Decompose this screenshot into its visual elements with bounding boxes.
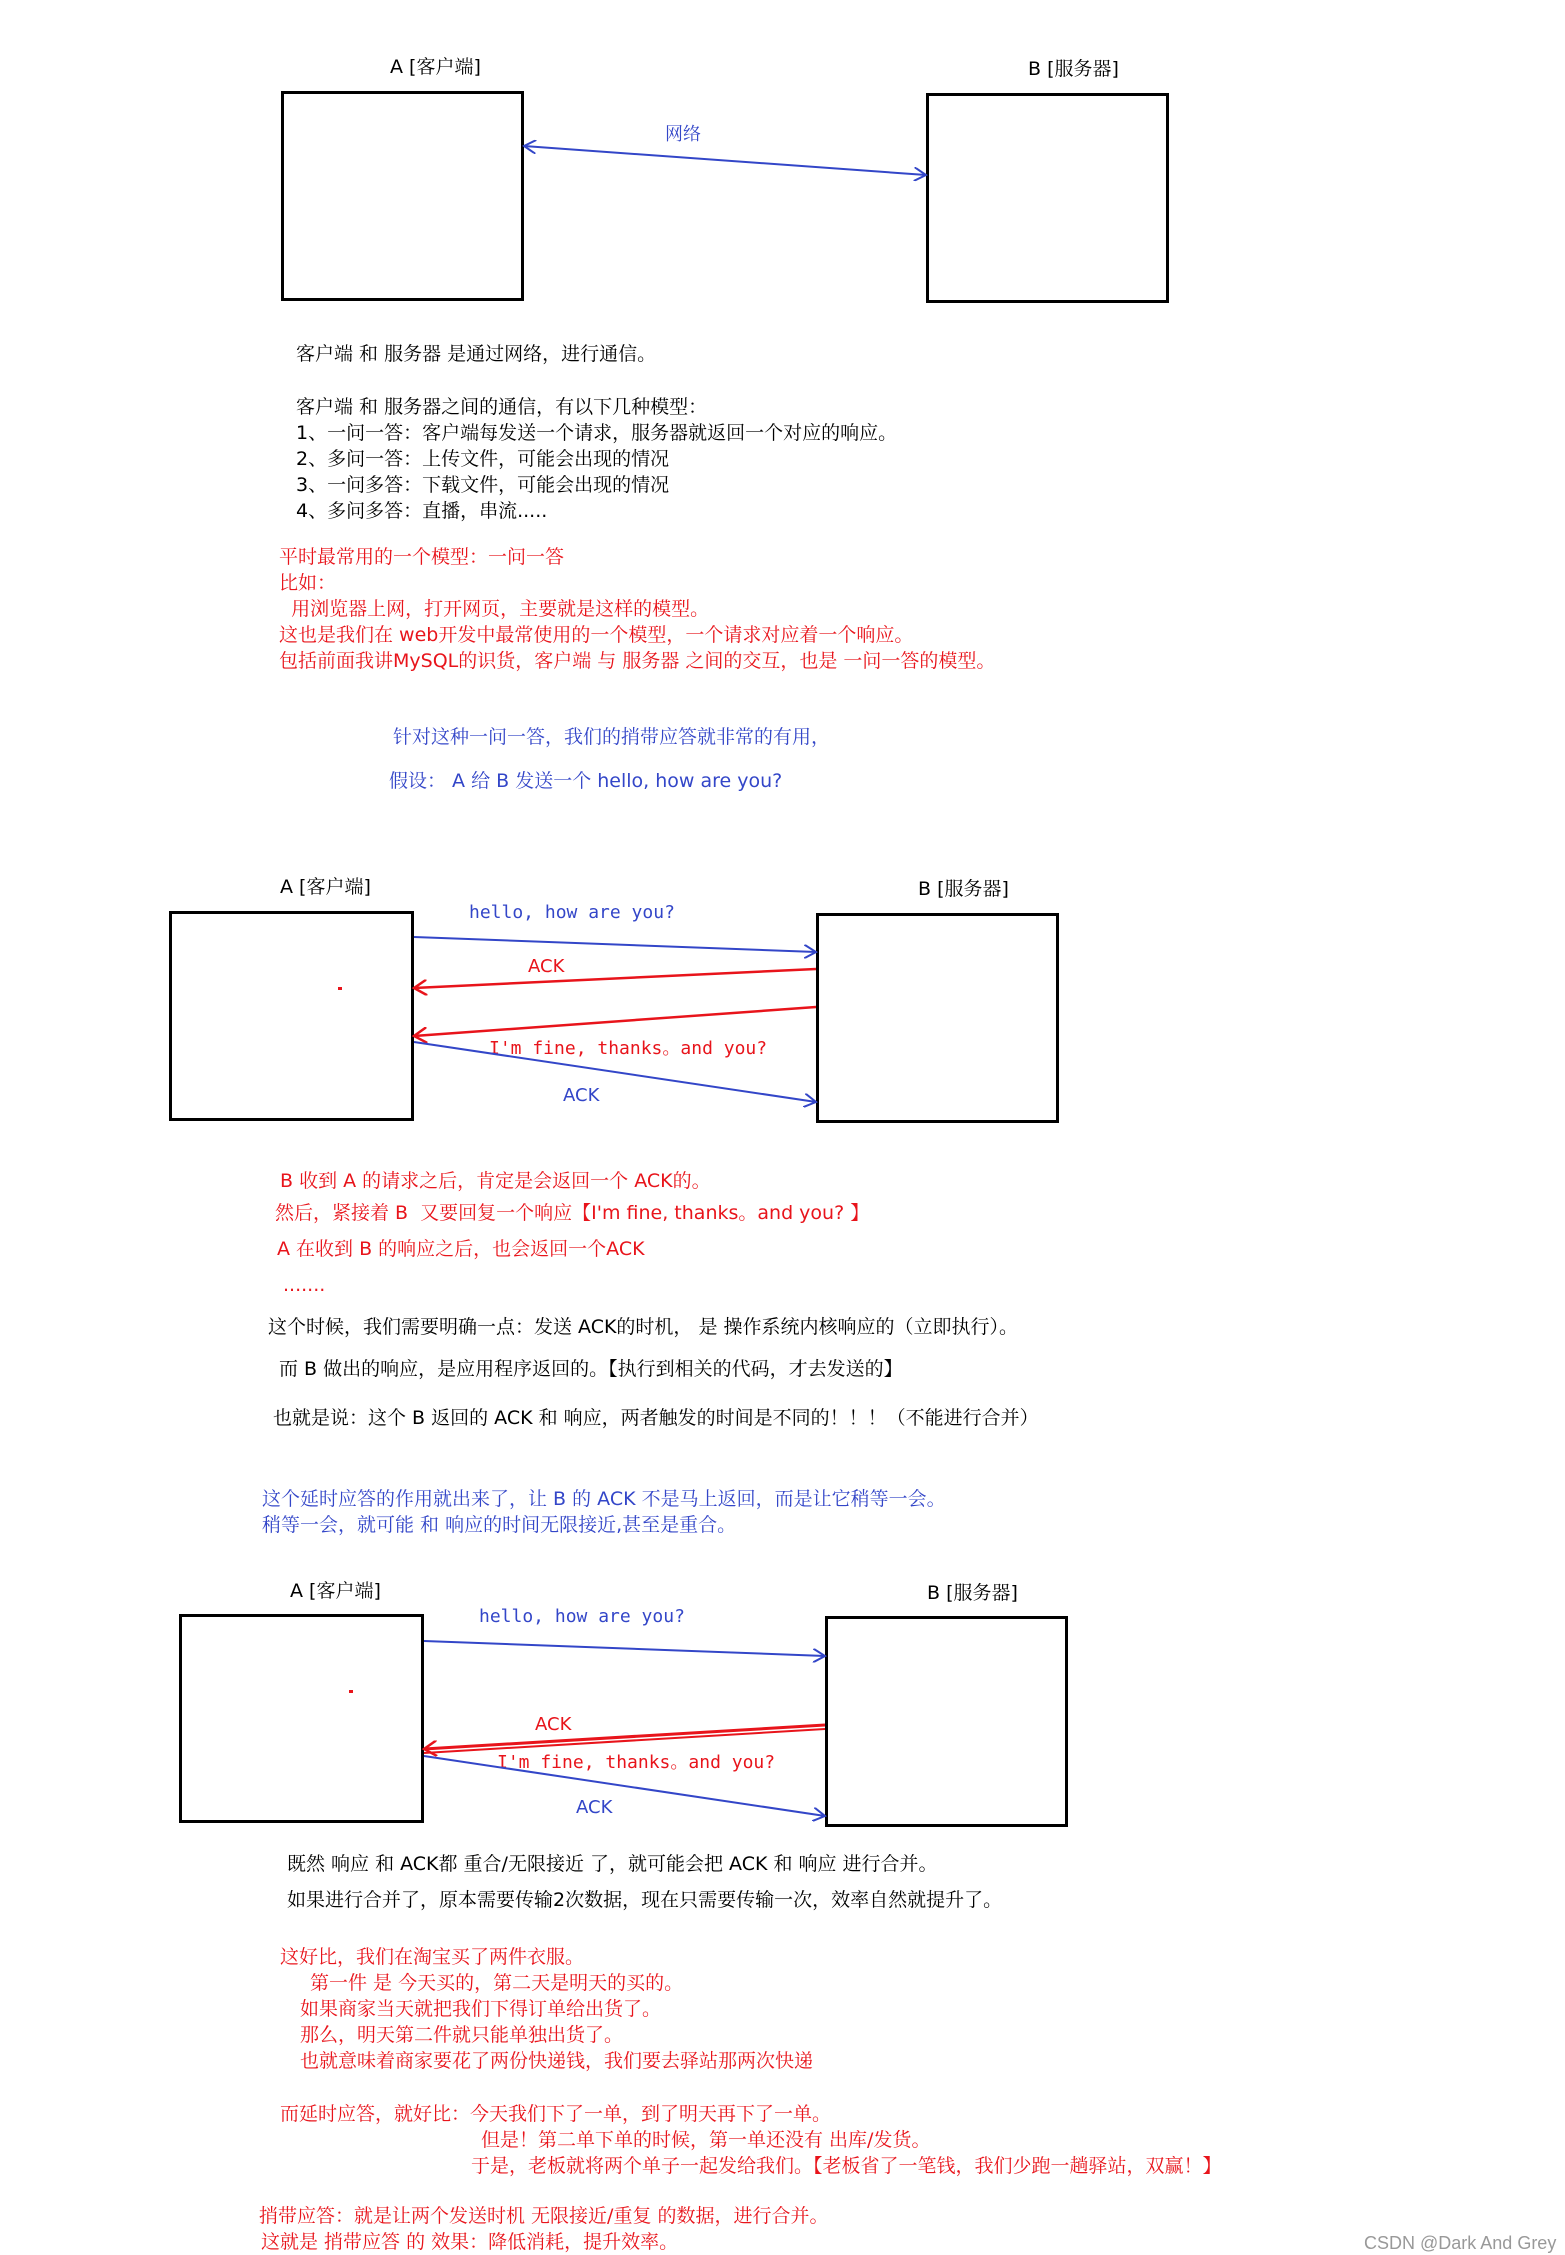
example-label: 比如： [279, 572, 337, 594]
ack-label-blue: ACK [563, 1085, 600, 1106]
hello-arrow [424, 1641, 825, 1656]
server-label-1: B [服务器] [1028, 58, 1119, 80]
fine-arrow-red [424, 1729, 825, 1753]
section2-text: A 在收到 B 的响应之后，也会返回一个ACK [277, 1238, 645, 1260]
assumption-text: 假设： A 给 B 发送一个 hello, how are you? [389, 770, 783, 792]
ack-label-red: ACK [528, 956, 565, 977]
piggyback-intro: 针对这种一问一答，我们的捎带应答就非常的有用， [393, 726, 831, 748]
analogy-text: 那么，明天第二件就只能单独出货了。 [300, 2024, 624, 2046]
ack-label-blue: ACK [576, 1797, 613, 1818]
hello-message-label: hello, how are you? [469, 902, 675, 923]
ack-label-red: ACK [535, 1714, 572, 1735]
section3-black-text: 如果进行合并了，原本需要传输2次数据，现在只需要传输一次，效率自然就提升了。 [287, 1889, 1003, 1911]
ack-arrow-blue [414, 1042, 816, 1102]
model-item: 1、一问一答：客户端每发送一个请求，服务器就返回一个对应的响应。 [296, 422, 898, 444]
server-label-2: B [服务器] [918, 878, 1009, 900]
section2-text: ....... [283, 1274, 326, 1296]
hello-message-label: hello, how are you? [479, 1606, 685, 1627]
delayed-ack-text: 稍等一会，就可能 和 响应的时间无限接近,甚至是重合。 [262, 1514, 737, 1536]
model-item: 2、多问一答：上传文件，可能会出现的情况 [296, 448, 670, 470]
intro-text: 客户端 和 服务器 是通过网络，进行通信。 [296, 343, 657, 365]
ack-arrow-red [424, 1725, 825, 1749]
delayed-analogy-text: 于是，老板就将两个单子一起发给我们。【老板省了一笔钱，我们少跑一趟驿站，双赢！】 [471, 2155, 1222, 2177]
client-label-1: A [客户端] [390, 56, 481, 78]
analogy-text: 这好比，我们在淘宝买了两件衣服。 [280, 1946, 585, 1968]
section2-black-text: 这个时候，我们需要明确一点：发送 ACK的时机， 是 操作系统内核响应的（立即执行）。 [268, 1316, 1019, 1338]
example-text: 用浏览器上网，打开网页，主要就是这样的模型。 [279, 598, 710, 620]
fine-arrow-red [414, 1007, 816, 1036]
section2-black-text: 而 B 做出的响应，是应用程序返回的。【执行到相关的代码，才去发送的】 [279, 1358, 903, 1380]
client-label-3: A [客户端] [290, 1580, 381, 1602]
section3-black-text: 既然 响应 和 ACK都 重合/无限接近 了，就可能会把 ACK 和 响应 进行合并。 [287, 1853, 938, 1875]
section2-text: B 收到 A 的请求之后，肯定是会返回一个 ACK的。 [280, 1170, 711, 1192]
hello-arrow [414, 937, 816, 952]
ack-arrow-red [414, 969, 816, 988]
analogy-text: 第一件 是 今天买的，第二天是明天的买的。 [310, 1972, 684, 1994]
delayed-analogy-text: 但是！第二单下单的时候，第一单还没有 出库/发货。 [481, 2129, 931, 2151]
fine-message-label: I'm fine, thanks。and you? [497, 1752, 776, 1773]
ack-arrow-blue [424, 1756, 825, 1816]
common-model-text: 平时最常用的一个模型：一问一答 [279, 546, 565, 568]
delayed-ack-text: 这个延时应答的作用就出来了，让 B 的 ACK 不是马上返回，而是让它稍等一会。 [262, 1488, 946, 1510]
delayed-analogy-text: 而延时应答，就好比：今天我们下了一单，到了明天再下了一单。 [280, 2103, 832, 2125]
client-label-2: A [客户端] [280, 876, 371, 898]
summary-text: 捎带应答：就是让两个发送时机 无限接近/重复 的数据，进行合并。 [259, 2205, 829, 2227]
model-item: 4、多问多答：直播，串流..... [296, 500, 548, 522]
summary-text: 这就是 捎带应答 的 效果：降低消耗，提升效率。 [261, 2231, 679, 2253]
network-label: 网络 [665, 124, 701, 145]
models-title: 客户端 和 服务器之间的通信，有以下几种模型： [296, 396, 708, 418]
example-text: 包括前面我讲MySQL的识货，客户端 与 服务器 之间的交互，也是 一问一答的模型。 [279, 650, 996, 672]
section2-text: 然后，紧接着 B 又要回复一个响应【I'm fine, thanks。and you? 】 [275, 1202, 870, 1224]
fine-message-label: I'm fine, thanks。and you? [489, 1038, 768, 1059]
network-arrow [524, 146, 926, 175]
server-label-3: B [服务器] [927, 1582, 1018, 1604]
model-item: 3、一问多答：下载文件，可能会出现的情况 [296, 474, 670, 496]
analogy-text: 如果商家当天就把我们下得订单给出货了。 [300, 1998, 662, 2020]
analogy-text: 也就意味着商家要花了两份快递钱，我们要去驿站那两次快递 [300, 2050, 814, 2072]
watermark: CSDN @Dark And Grey [1364, 2233, 1557, 2253]
section2-black-text: 也就是说：这个 B 返回的 ACK 和 响应，两者触发的时间是不同的！！！（不能进行合并） [273, 1407, 1039, 1429]
example-text: 这也是我们在 web开发中最常使用的一个模型，一个请求对应着一个响应。 [279, 624, 914, 646]
